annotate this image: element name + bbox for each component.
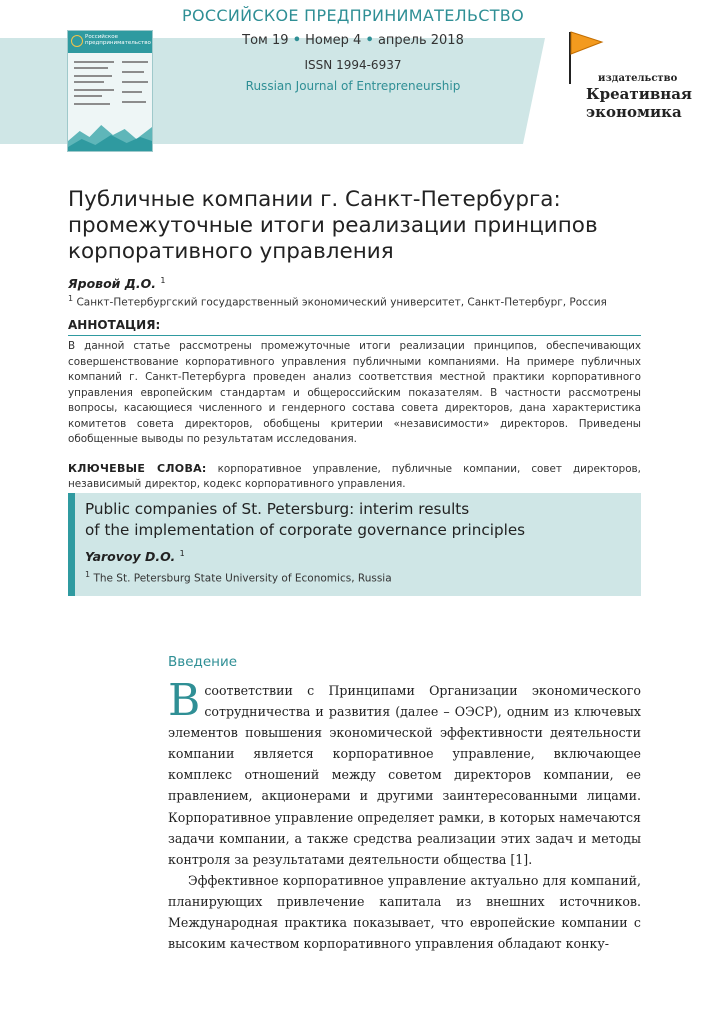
issue-date: апрель 2018 <box>377 33 464 48</box>
journal-title-en: Russian Journal of Entrepreneurship <box>245 79 461 93</box>
author: Яровой Д.О. $^1$ <box>68 276 166 292</box>
volume: Том 19 <box>242 33 289 48</box>
abstract-divider <box>68 335 641 336</box>
publisher-name: Креативная экономика <box>586 85 693 121</box>
english-summary-block <box>68 493 641 596</box>
english-affiliation: $^1$ The St. Petersburg State University of Economics, Russia <box>85 570 392 585</box>
keywords-heading: КЛЮЧЕВЫЕ СЛОВА: <box>68 462 207 475</box>
cover-text-line <box>74 67 108 69</box>
journal-cover-thumbnail <box>67 30 153 152</box>
abstract-text: В данной статье рассмотрены промежуточные итоги реализации принципов, обеспечивающих совершенствование корпоративного управления публичными компаниями. На примере публичных компаний г. Санкт-Петербурга проведен анализ соответствия местной практики корпоративного управления европейским стандартам и общероссийским показателям. В частности рассмотрены вопросы, касающиеся численного и гендерного состава совета директоров, дана характеристика комитетов совета директоров, обобщены критерии «независимости» директоров. Приведены обобщенные выводы по результатам исследования. <box>68 340 641 445</box>
cover-logo-icon <box>71 35 83 47</box>
journal-title: РОССИЙСКОЕ ПРЕДПРИНИМАТЕЛЬСТВО <box>182 6 524 25</box>
keywords <box>68 461 641 492</box>
cover-wave-graphic <box>68 121 152 151</box>
body-paragraph: Всоответствии с Принципами Организации экономического сотрудничества и развития (далее – ОЭСР), одним из ключевых элементов повышения экономической эффективности деятельности компании является корпоративное управление, включающее комплекс отношений между советом директоров компании, ее правлением, акционерами и другими заинтересованными лицами. Корпоративное управление определяет рамки, в которых намечаются задачи компании, а также средства реализации этих задач и методы контроля за результатами деятельности общества [1]. <box>168 675 641 867</box>
article-body <box>168 675 641 954</box>
abstract-heading: АННОТАЦИЯ: <box>68 318 161 332</box>
cover-text-line <box>74 95 102 97</box>
issue-info <box>160 33 546 48</box>
cover-text-line <box>122 71 144 73</box>
separator-dot: • <box>292 33 301 48</box>
cover-text-line <box>122 81 148 83</box>
article-title: Публичные компании г. Санкт-Петербурга: промежуточные итоги реализации принципов корпоративного управления <box>68 187 598 264</box>
english-block-accent-bar <box>68 493 75 596</box>
english-title: Public companies of St. Petersburg: interim results of the implementation of corporate governance principles <box>85 500 526 539</box>
cover-text-line <box>74 75 112 77</box>
keywords-text: корпоративное управление, публичные компании, совет директоров, независимый директор, кодекс корпоративного управления. <box>68 463 641 490</box>
cover-text-line <box>74 89 114 91</box>
separator-dot: • <box>365 33 374 48</box>
cover-text-line <box>122 61 148 63</box>
cover-text-line <box>122 101 146 103</box>
publisher-label: издательство <box>598 73 678 84</box>
section-heading-introduction: Введение <box>168 654 238 670</box>
drop-cap: В <box>168 675 201 726</box>
body-paragraph: Эффективное корпоративное управление актуально для компаний, планирующих привлечение капитала из внешних источников. Международная практика показывает, что европейские компании с высоким качеством корпоративного управления обладают конку- <box>168 872 641 952</box>
english-author: Yarovoy D.O. $^1$ <box>85 549 185 565</box>
cover-text-line <box>74 103 110 105</box>
issue-number: Номер 4 <box>305 33 362 48</box>
cover-text-line <box>74 61 114 63</box>
cover-text-line <box>74 81 104 83</box>
cover-journal-name: Российское предпринимательство <box>85 34 151 46</box>
issn: ISSN 1994-6937 <box>304 58 402 72</box>
cover-text-line <box>122 91 142 93</box>
affiliation: $^1$ Санкт-Петербургский государственный экономический университет, Санкт-Петербург, Россия <box>68 294 607 309</box>
